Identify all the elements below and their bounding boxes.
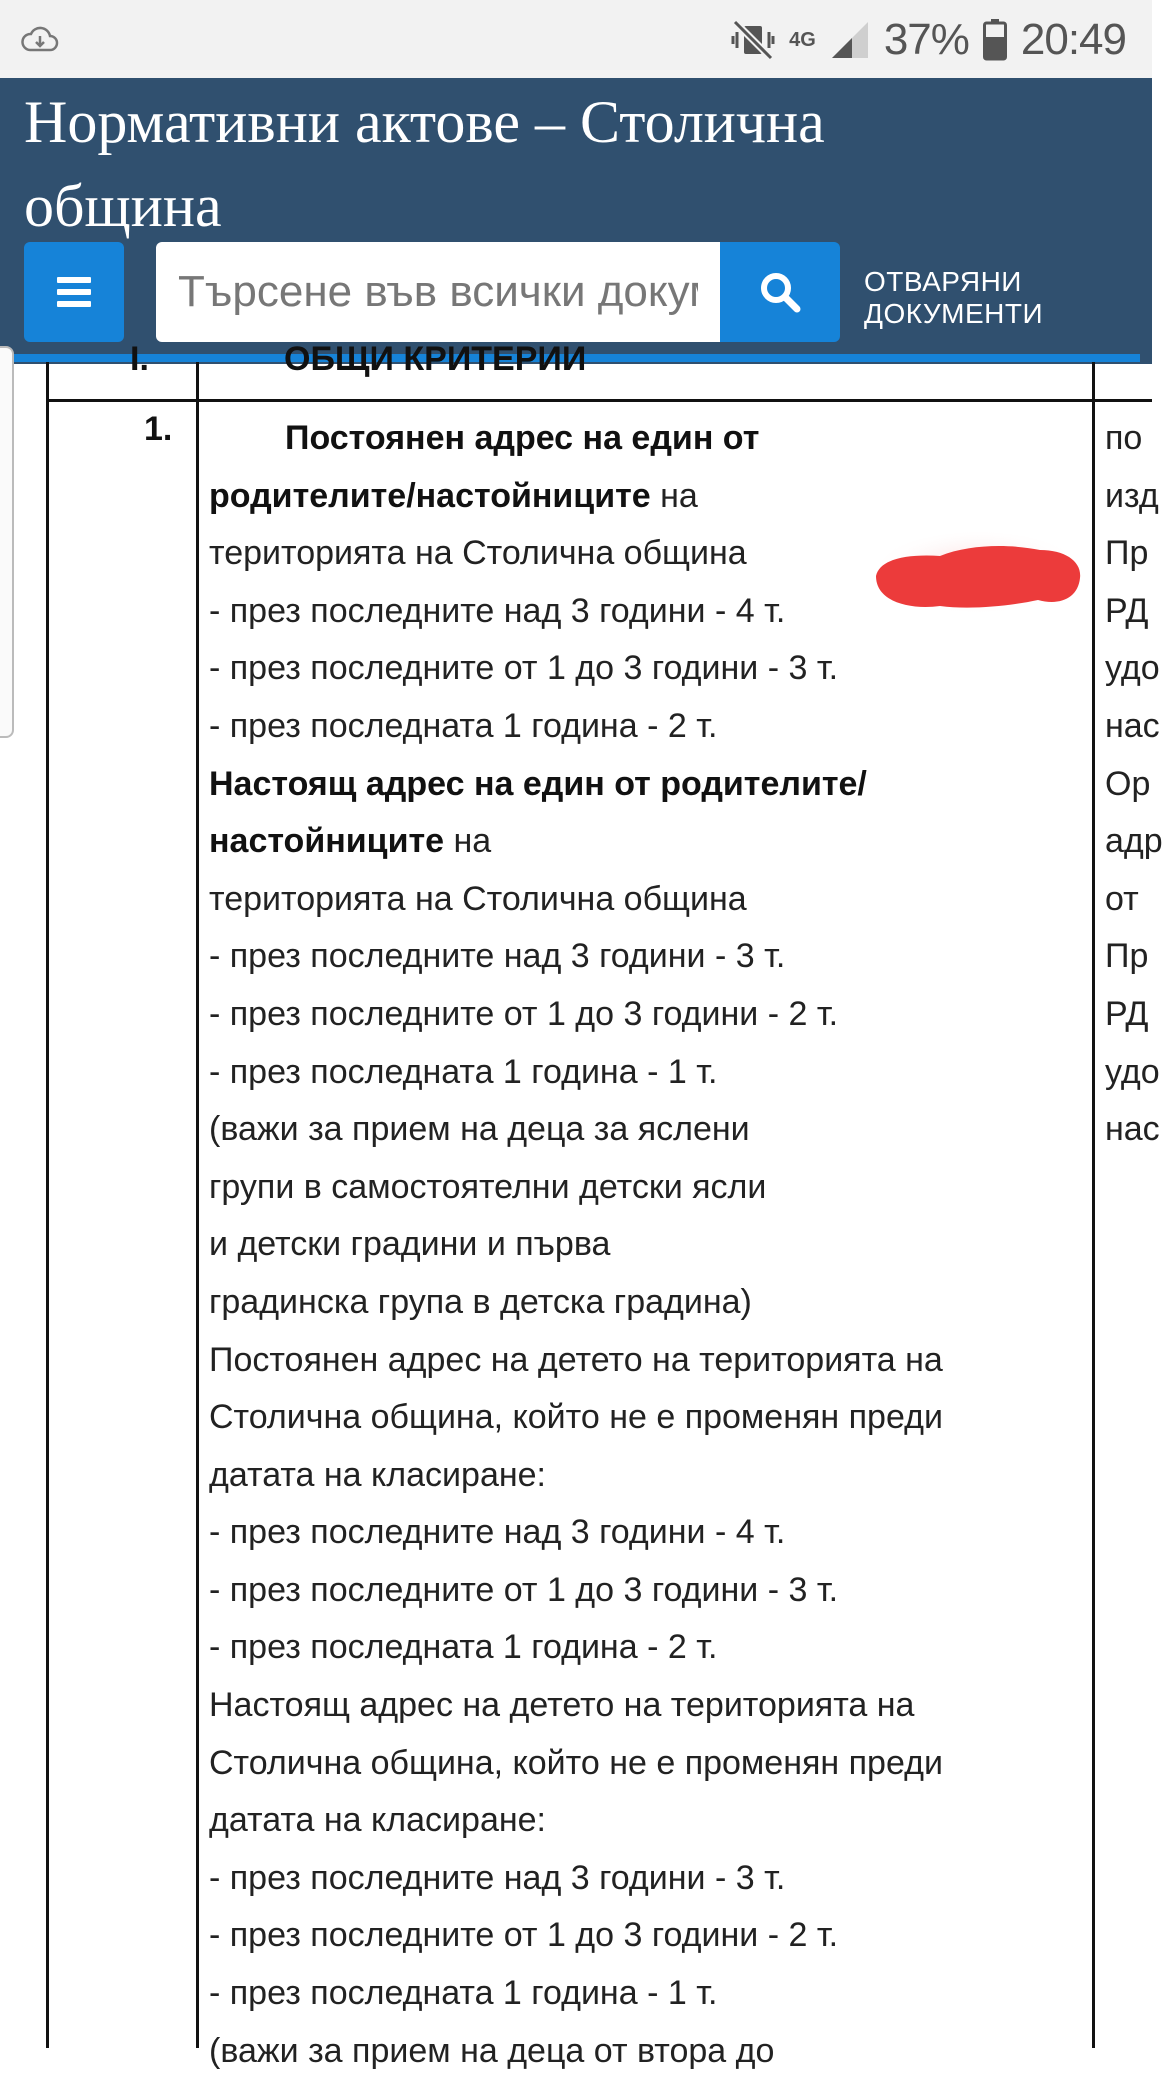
criteria-line: [209, 583, 1089, 641]
criteria-line-text: Столична община, който не е променян преди: [209, 1743, 943, 1782]
hamburger-icon-bar: [57, 301, 91, 307]
criteria-line-text: - през последните над 3 години - 4 т.: [209, 591, 786, 630]
documents-column-line: РД: [1105, 994, 1149, 1033]
table-border-left: [46, 362, 49, 2048]
open-documents-label-1: ОТВАРЯНИ: [864, 266, 1022, 297]
documents-column-line: от: [1105, 879, 1139, 918]
criteria-line: [209, 2023, 1089, 2080]
clock: 20:49: [1020, 15, 1126, 64]
menu-button[interactable]: [24, 242, 124, 342]
criteria-line: [209, 468, 1089, 526]
criteria-line: [209, 1159, 1089, 1217]
criteria-line-text: - през последните над 3 години - 4 т.: [209, 1513, 786, 1552]
criteria-line-text: Столична община, който не е променян преди: [209, 1398, 943, 1437]
criteria-line-text: - през последните от 1 до 3 години - 2 т.: [209, 1916, 839, 1955]
signal-icon: [830, 20, 870, 60]
criteria-line: [209, 813, 1089, 871]
criteria-line-bold: настойниците: [209, 822, 445, 861]
criteria-line-text: територията на Столична община: [209, 879, 747, 918]
hamburger-icon-bar: [57, 289, 91, 295]
side-panel-handle[interactable]: [0, 346, 14, 738]
criteria-line-bold: Настоящ адрес на един от родителите/: [209, 764, 867, 803]
documents-column-line: изд: [1105, 476, 1159, 515]
battery-percent: 37%: [883, 15, 969, 64]
documents-column-line: Пр: [1105, 534, 1149, 573]
vibrate-mute-icon: [731, 18, 775, 62]
criteria-line-bold: Постоянен адрес на един от: [285, 419, 760, 457]
documents-column-line: РД: [1105, 591, 1149, 630]
search-button[interactable]: [720, 242, 840, 342]
cloud-sync-icon: [20, 22, 60, 58]
criteria-line-text: - през последната 1 година - 2 т.: [209, 1628, 718, 1667]
criteria-line: [209, 698, 1089, 756]
criteria-line: [209, 756, 1089, 814]
criteria-line-text: на: [650, 476, 698, 515]
row-divider: [46, 399, 1152, 402]
criteria-line-text: групи в самостоятелни детски ясли: [209, 1167, 767, 1206]
criteria-line: [209, 1389, 1089, 1447]
criteria-line: [209, 1562, 1089, 1620]
criteria-line: [209, 1735, 1089, 1793]
criteria-line: [209, 1044, 1089, 1102]
criteria-line-text: датата на класиране:: [209, 1801, 546, 1840]
criteria-line-text: Постоянен адрес на детето на територията на: [209, 1340, 943, 1379]
battery-icon: [983, 19, 1007, 61]
documents-column-line: Пр: [1105, 937, 1149, 976]
criteria-line-text: датата на класиране:: [209, 1455, 546, 1494]
criteria-line: [209, 1907, 1089, 1965]
criteria-line-text: Настоящ адрес на детето на територията на: [209, 1686, 915, 1725]
criteria-line: [209, 1504, 1089, 1562]
search-input[interactable]: [156, 242, 720, 342]
criteria-line: [209, 928, 1089, 986]
criteria-line: [209, 1619, 1089, 1677]
criteria-line: [209, 1850, 1089, 1908]
criteria-line-text: на: [444, 822, 492, 861]
criteria-line-text: (важи за прием на деца за яслени: [209, 1110, 750, 1149]
criteria-line-text: - през последната 1 година - 1 т.: [209, 1974, 718, 2013]
criteria-line-bold: родителите/настойниците: [209, 476, 651, 515]
status-icons: [731, 12, 1126, 68]
criteria-line-text: - през последните над 3 години - 3 т.: [209, 937, 786, 976]
criteria-line: [209, 1965, 1089, 2023]
criteria-line: [209, 871, 1089, 929]
criteria-line: [209, 1792, 1089, 1850]
criteria-text: [209, 410, 1089, 2080]
search-icon: [758, 270, 802, 314]
criteria-line-text: - през последните над 3 години - 3 т.: [209, 1858, 786, 1897]
table-border-mid: [1092, 362, 1095, 2048]
table-border-num: [196, 362, 199, 2048]
criteria-line: [209, 986, 1089, 1044]
criteria-line-text: градинска група в детска градина): [209, 1282, 752, 1321]
criteria-line: [209, 525, 1089, 583]
criteria-line: [209, 1677, 1089, 1735]
documents-column-line: нас: [1105, 1110, 1160, 1149]
page-title: Нормативни актове – Столична община: [24, 89, 825, 239]
open-documents-label-2: ДОКУМЕНТИ: [864, 298, 1044, 329]
site-header: [0, 78, 1152, 364]
hamburger-icon: [57, 277, 91, 283]
documents-column-line: адр: [1105, 822, 1163, 861]
criteria-line: [209, 410, 1089, 468]
open-documents-link[interactable]: [864, 266, 1084, 330]
section-title: ОБЩИ КРИТЕРИИ: [284, 340, 587, 378]
criteria-line-text: - през последните от 1 до 3 години - 3 т.: [209, 649, 839, 688]
row-number: 1.: [144, 410, 173, 448]
section-number: I.: [130, 340, 149, 378]
documents-column-line: удо: [1105, 649, 1160, 688]
documents-column-text: [1105, 410, 1165, 1159]
criteria-line: [209, 1216, 1089, 1274]
criteria-line-text: - през последните от 1 до 3 години - 2 т.: [209, 994, 839, 1033]
criteria-line: [209, 1101, 1089, 1159]
criteria-line-text: - през последната 1 година - 2 т.: [209, 706, 718, 745]
criteria-line: [209, 1332, 1089, 1390]
criteria-line-text: (важи за прием на деца от втора до: [209, 2031, 775, 2070]
criteria-line-text: територията на Столична община: [209, 534, 747, 573]
documents-column-line: Ор: [1105, 764, 1151, 803]
criteria-line-text: - през последната 1 година - 1 т.: [209, 1052, 718, 1091]
criteria-line: [209, 1274, 1089, 1332]
status-bar: [0, 0, 1152, 78]
documents-column-line: нас: [1105, 706, 1160, 745]
criteria-line: [209, 640, 1089, 698]
criteria-line-text: и детски градини и първа: [209, 1225, 611, 1264]
documents-column-line: по: [1105, 419, 1143, 457]
document-table: [0, 340, 1163, 2070]
network-type: 4G: [789, 29, 816, 51]
documents-column-line: удо: [1105, 1052, 1160, 1091]
criteria-line: [209, 1447, 1089, 1505]
criteria-line-text: - през последните от 1 до 3 години - 3 т.: [209, 1570, 839, 1609]
